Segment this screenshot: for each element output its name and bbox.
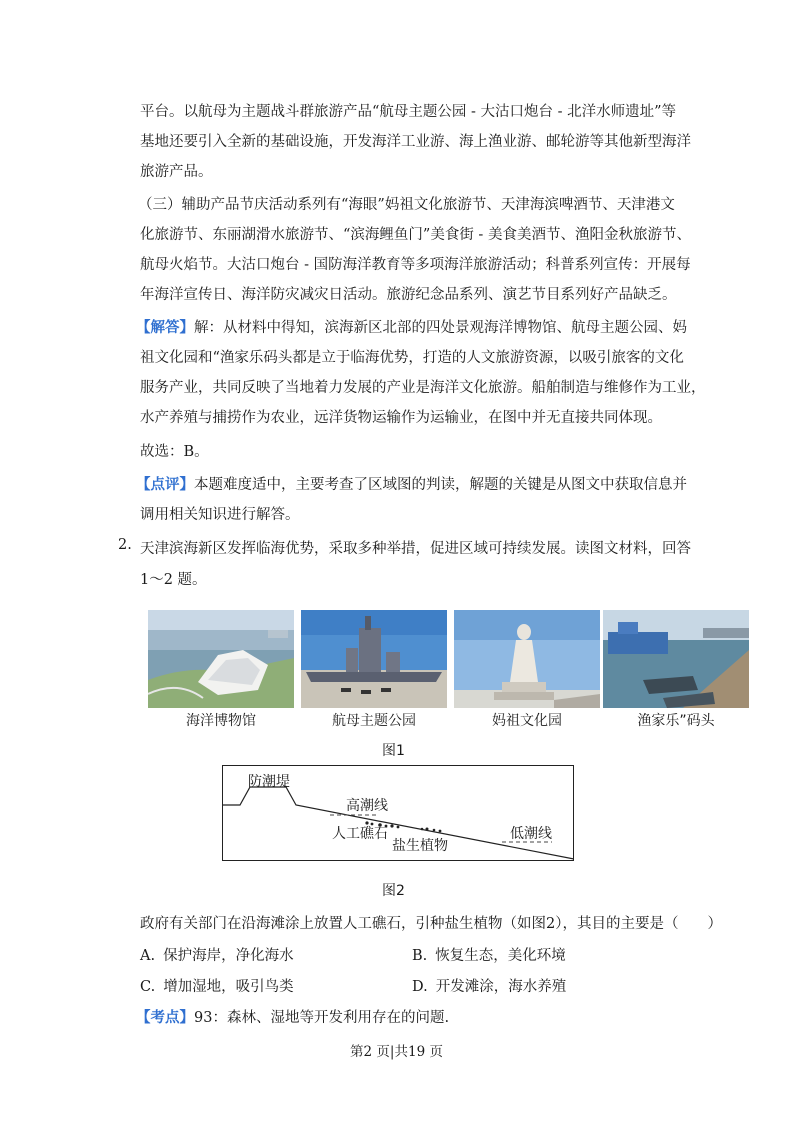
photo-caption: 妈祖文化园 bbox=[492, 713, 562, 729]
photo-caption: 航母主题公园 bbox=[332, 713, 416, 729]
photo-caption: 海洋博物馆 bbox=[186, 713, 256, 729]
answer-text: 解：从材料中得知，滨海新区北部的四处景观海洋博物馆、航母主题公园、妈 bbox=[194, 320, 687, 336]
kaodian-line bbox=[136, 1006, 449, 1027]
comment-tag: 【点评】 bbox=[136, 476, 194, 493]
dike-label: 防潮堤 bbox=[248, 774, 290, 790]
option-text: 恢复生态，美化环境 bbox=[435, 948, 566, 964]
option-d bbox=[412, 975, 566, 996]
photo-caption: 渔家乐”码头 bbox=[637, 713, 715, 729]
plants-label: 盐生植物 bbox=[392, 838, 448, 854]
comment-line-first bbox=[136, 473, 687, 494]
answer-line: 水产养殖与捕捞作为农业，远洋货物运输作为运输业，在图中并无直接共同体现。 bbox=[140, 410, 662, 426]
figure1-caption: 图1 bbox=[382, 743, 405, 759]
comment-line: 调用相关知识进行解答。 bbox=[140, 507, 300, 523]
high-tide-label: 高潮线 bbox=[346, 798, 388, 814]
option-text: 增加湿地，吸引鸟类 bbox=[163, 979, 294, 995]
question-line: 1～2 题。 bbox=[140, 572, 207, 588]
option-a bbox=[140, 944, 294, 965]
option-letter: C. bbox=[140, 979, 156, 995]
figure2-caption: 图2 bbox=[382, 883, 405, 899]
kaodian-tag: 【考点】 bbox=[136, 1009, 194, 1026]
photo-fishing-pier bbox=[603, 610, 749, 708]
answer-choice: 故选：B。 bbox=[140, 444, 209, 460]
paragraph-line: 旅游产品。 bbox=[140, 164, 213, 180]
question-line: 天津滨海新区发挥临海优势，采取多种举措，促进区域可持续发展。读图文材料，回答 bbox=[140, 541, 691, 557]
photo-carrier-park bbox=[301, 610, 447, 708]
reef-label: 人工礁石 bbox=[332, 826, 388, 842]
question-number: 2. bbox=[118, 537, 132, 553]
low-tide-label: 低潮线 bbox=[510, 826, 552, 842]
paragraph-line: （三）辅助产品节庆活动系列有“海眼”妈祖文化旅游节、天津海滨啤酒节、天津港文 bbox=[138, 197, 675, 213]
option-letter: B. bbox=[412, 948, 428, 964]
photo-ocean-museum bbox=[148, 610, 294, 708]
answer-tag: 【解答】 bbox=[136, 319, 194, 336]
paragraph-line: 平台。以航母为主题战斗群旅游产品“航母主题公园 - 大沽口炮台 - 北洋水师遗址”等 bbox=[140, 104, 677, 120]
option-letter: D. bbox=[412, 979, 428, 995]
paragraph-line: 化旅游节、东丽湖滑水旅游节、“滨海鲤鱼门”美食街 - 美食美酒节、渔阳金秋旅游节、 bbox=[140, 227, 691, 243]
kaodian-text: 93：森林、湿地等开发利用存在的问题. bbox=[194, 1010, 450, 1026]
answer-line: 服务产业，共同反映了当地着力发展的产业是海洋文化旅游。船舶制造与维修作为工业， bbox=[140, 380, 706, 396]
paragraph-line: 基地还要引入全新的基础设施，开发海洋工业游、海上渔业游、邮轮游等其他新型海洋 bbox=[140, 134, 691, 150]
paragraph-line: 航母火焰节。大沽口炮台 - 国防海洋教育等多项海洋旅游活动；科普系列宣传：开展每 bbox=[140, 257, 691, 273]
answer-line: 祖文化园和“渔家乐码头都是立于临海优势，打造的人文旅游资源，以吸引旅客的文化 bbox=[140, 350, 684, 366]
page-footer: 第2 页|共19 页 bbox=[350, 1044, 443, 1060]
option-c bbox=[140, 975, 294, 996]
comment-text: 本题难度适中，主要考查了区域图的判读，解题的关键是从图文中获取信息并 bbox=[194, 477, 687, 493]
answer-line-first bbox=[136, 316, 687, 337]
figure2-diagram bbox=[222, 765, 574, 861]
photo-mazu-park bbox=[454, 610, 600, 708]
question-text: 政府有关部门在沿海滩涂上放置人工礁石，引种盐生植物（如图2），其目的主要是（ ） bbox=[140, 916, 722, 932]
option-letter: A. bbox=[140, 948, 156, 964]
option-text: 开发滩涂，海水养殖 bbox=[435, 979, 567, 995]
paragraph-line: 年海洋宣传日、海洋防灾减灾日活动。旅游纪念品系列、演艺节目系列好产品缺乏。 bbox=[140, 287, 677, 303]
option-text: 保护海岸，净化海水 bbox=[163, 948, 294, 964]
option-b bbox=[412, 944, 566, 965]
